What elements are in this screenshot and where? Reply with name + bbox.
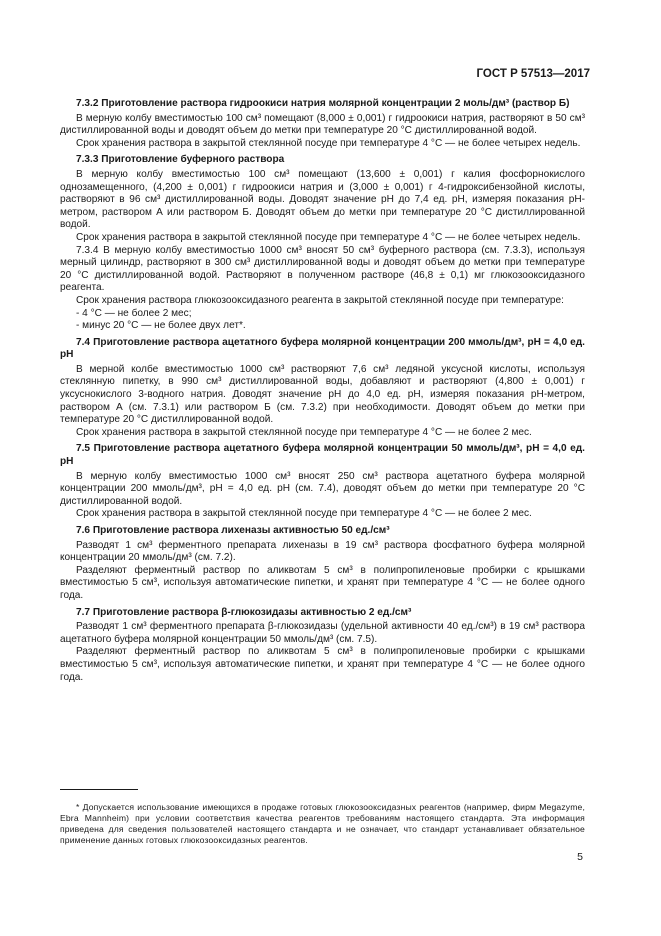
list-item: - 4 °С — не более 2 мес; [76, 307, 192, 319]
footnote: * Допускается использование имеющихся в продаже готовых глюкозооксидазных реагентов (например, фирм Megazyme, Ebra Mannheim) при условии соответствия качества реагентов требованиям настоящего стандарта. Эта информация приведена для сведения пользователей настоящего стандарта и не означает, что стандарт устанавливает обязательное применение данных готовых глюкозооксидазных реагентов. [60, 801, 585, 846]
paragraph: Разделяют ферментный раствор по аликвотам 5 см³ в полипропиленовые пробирки с крышками вместимостью 5 см³, используя автоматические пипетки, и хранят при температуре 4 °С — не более одного года. [60, 564, 585, 601]
paragraph: Разводят 1 см³ ферментного препарата β-глюкозидазы (удельной активности 40 ед./см³) в 19 см³ раствора ацетатного буфера молярной концентрации 50 ммоль/дм³ (см. 7.5). [60, 621, 585, 645]
section-heading-7-7: 7.7 Приготовление раствора β-глюкозидазы активностью 2 ед./см³ [76, 606, 412, 618]
paragraph: Разделяют ферментный раствор по аликвотам 5 см³ в полипропиленовые пробирки с крышками вместимостью 5 см³, используя автоматические пипетки, и хранят при температуре 4 °С — не более одного года. [60, 646, 585, 683]
paragraph: В мерную колбу вместимостью 100 см³ помещают (13,600 ± 0,001) г калия фосфорнокислого однозамещенного, (4,200 ± 0,001) г гидроокиси натрия и (3,000 ± 0,001) г 4-гидроксибензойной кислоты, растворяют в 96 см³ дистиллированной воды. Доводят значение pH до 7,4 ед. pH, измеряя показания pH-метром, раствором А или раствором Б. Доводят объем до метки при температуре 20 °С дистиллированной водой. [60, 168, 585, 231]
page-body [60, 94, 585, 684]
paragraph: В мерной колбе вместимостью 1000 см³ растворяют 7,6 см³ ледяной уксусной кислоты, используя стеклянную пипетку, в 990 см³ дистиллированной воды, добавляют и растворяют (4,800 ± 0,001) г уксуснокислого 3-водного натрия. Доводят значение pH до 4,0 ед. pH, измеряя показания pH-метром, раствором А (см. 7.3.1) или раствором Б (см. 7.3.2) при необходимости. Доводят объем до метки при температуре 20 °С дистиллированной водой. [60, 363, 585, 426]
paragraph: Разводят 1 см³ ферментного препарата лихеназы в 19 см³ раствора фосфатного буфера молярной концентрации 20 ммоль/дм³ (см. 7.2). [60, 539, 585, 564]
footnote-divider [60, 789, 138, 790]
section-heading-7-4: 7.4 Приготовление раствора ацетатного буфера молярной концентрации 200 ммоль/дм³, pH = 4,0 ед. pH [60, 336, 585, 361]
paragraph: Срок хранения раствора в закрытой стеклянной посуде при температуре 4 °С — не более четырех недель. [76, 137, 581, 149]
section-heading-7-3-2: 7.3.2 Приготовление раствора гидроокиси натрия молярной концентрации 2 моль/дм³ (раствор Б) [76, 98, 570, 109]
paragraph: В мерную колбу вместимостью 100 см³ помещают (8,000 ± 0,001) г гидроокиси натрия, растворяют в 50 см³ дистиллированной воды и доводят объем до метки при температуре 20 °С дистиллированной водой. [60, 112, 585, 137]
section-heading-7-5: 7.5 Приготовление раствора ацетатного буфера молярной концентрации 50 ммоль/дм³, pH = 4,0 ед. pH [60, 443, 585, 468]
page-number: 5 [577, 851, 583, 863]
paragraph: Срок хранения раствора в закрытой стеклянной посуде при температуре 4 °С — не более 2 мес. [76, 426, 532, 438]
paragraph-7-3-4: 7.3.4 В мерную колбу вместимостью 1000 см³ вносят 50 см³ буферного раствора (см. 7.3.3), используя мерный цилиндр, растворяют в 300 см³ дистиллированной воды и доводят объем до метки при температуре 20 °С дистиллированной водой. Растворяют в полученном растворе (46,8 ± 0,1) мг глюкозооксидазного реагента. [60, 244, 585, 294]
paragraph: Срок хранения раствора в закрытой стеклянной посуде при температуре 4 °С — не более четырех недель. [76, 231, 581, 243]
paragraph: В мерную колбу вместимостью 1000 см³ вносят 250 см³ раствора ацетатного буфера молярной концентрации 200 ммоль/дм³, pH = 4,0 ед. pH (см. 7.4), доводят объем до метки при температуре 20 °С дистиллированной водой. [60, 470, 585, 507]
document-header: ГОСТ Р 57513—2017 [476, 68, 590, 80]
section-heading-7-6: 7.6 Приготовление раствора лихеназы активностью 50 ед./см³ [76, 525, 390, 536]
list-item: - минус 20 °С — не более двух лет*. [76, 320, 246, 332]
section-heading-7-3-3: 7.3.3 Приготовление буферного раствора [76, 154, 285, 166]
paragraph: Срок хранения раствора глюкозооксидазного реагента в закрытой стеклянной посуде при температуре: [76, 294, 564, 306]
paragraph: Срок хранения раствора в закрытой стеклянной посуде при температуре 4 °С — не более 2 мес. [76, 508, 532, 520]
